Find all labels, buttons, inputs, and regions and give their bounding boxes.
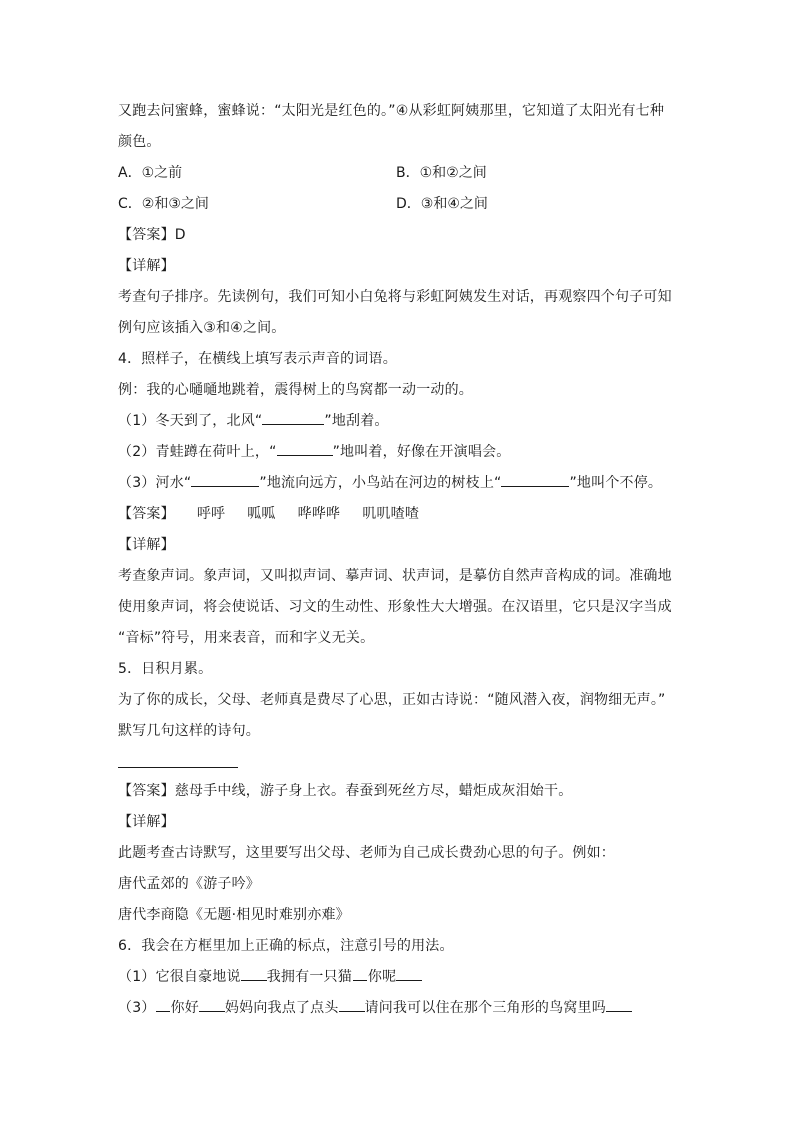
q3-detail-line-1: 考查句子排序。先读例句，我们可知小白兔将与彩虹阿姨发生对话，再观察四个句子可知 bbox=[118, 289, 672, 305]
q3-options-row-2 bbox=[118, 189, 678, 220]
q5-detail-line-2: 唐代孟郊的《游子吟》 bbox=[118, 876, 260, 892]
q4-detail-line-2: 使用象声词，将会使说话、习文的生动性、形象性大大增强。在汉语里，它只是汉字当成 bbox=[118, 599, 672, 615]
q5-detail-label: 【详解】 bbox=[118, 814, 175, 830]
option-b: B．①和②之间 bbox=[396, 165, 487, 181]
q4-detail-label: 【详解】 bbox=[118, 537, 175, 553]
q4-sentence-1 bbox=[118, 406, 678, 437]
q6-s3-part-1: （3） bbox=[118, 1000, 156, 1016]
q4-answer-3: 哗哗哗 bbox=[297, 506, 341, 522]
punctuation-box bbox=[156, 996, 170, 1012]
q6-sentence-1 bbox=[118, 962, 678, 993]
q5-title: 5．日积月累。 bbox=[118, 661, 213, 677]
q3-text-line-1: 又跑去问蜜蜂，蜜蜂说：“太阳光是红色的。”④从彩虹阿姨那里，它知道了太阳光有七种 bbox=[118, 103, 665, 119]
q5-answer: 【答案】慈母手中线，游子身上衣。春蚕到死丝方尽，蜡炬成灰泪始干。 bbox=[118, 783, 573, 799]
punctuation-box bbox=[199, 996, 225, 1012]
q4-s2-prefix: （2）青蛙蹲在荷叶上，“ bbox=[118, 444, 277, 460]
q6-s1-part-1: （1）它很自豪地说 bbox=[118, 969, 241, 985]
q4-s1-suffix: ”地刮着。 bbox=[324, 413, 389, 429]
q4-detail-line-3: “音标”符号，用来表音，而和字义无关。 bbox=[118, 630, 375, 646]
q4-answer-2: 呱呱 bbox=[247, 506, 276, 522]
fill-blank bbox=[262, 409, 324, 425]
q6-s3-part-3: 妈妈向我点了点头 bbox=[224, 1000, 339, 1016]
punctuation-box bbox=[396, 965, 422, 981]
q6-s3-part-2: 你好 bbox=[170, 1000, 199, 1016]
q6-s3-part-4: 请问我可以住在那个三角形的鸟窝里吗 bbox=[364, 1000, 606, 1016]
fill-blank bbox=[191, 471, 259, 487]
punctuation-box bbox=[353, 965, 367, 981]
punctuation-box bbox=[241, 965, 267, 981]
q4-s2-suffix: ”地叫着，好像在开演唱会。 bbox=[332, 444, 511, 460]
q4-s3-suffix: ”地叫个不停。 bbox=[569, 475, 663, 491]
fill-blank bbox=[501, 471, 569, 487]
q3-text-line-2: 颜色。 bbox=[118, 134, 161, 150]
q5-text-line-2: 默写几句这样的诗句。 bbox=[118, 723, 260, 739]
q5-text-line-1: 为了你的成长，父母、老师真是费尽了心思，正如古诗说：“随风潜入夜，润物细无声。” bbox=[118, 692, 666, 708]
q4-example: 例：我的心嗵嗵地跳着，震得树上的鸟窝都一动一动的。 bbox=[118, 382, 473, 398]
q4-s3-prefix: （3）河水“ bbox=[118, 475, 192, 491]
fill-blank bbox=[277, 440, 333, 456]
q4-detail-line-1: 考查象声词。象声词，又叫拟声词、摹声词、状声词，是摹仿自然声音构成的词。准确地 bbox=[118, 568, 672, 584]
q6-s1-part-3: 你呢 bbox=[367, 969, 397, 985]
q3-detail-label: 【详解】 bbox=[118, 258, 175, 274]
q4-title: 4．照样子，在横线上填写表示声音的词语。 bbox=[118, 351, 397, 367]
q3-answer: 【答案】D bbox=[118, 227, 186, 243]
document-page bbox=[118, 96, 678, 1024]
q6-s1-part-2: 我拥有一只猫 bbox=[266, 969, 352, 985]
q3-detail-line-2: 例句应该插入③和④之间。 bbox=[118, 320, 286, 336]
q4-s1-prefix: （1）冬天到了，北风“ bbox=[118, 413, 263, 429]
q4-answer-label: 【答案】 bbox=[118, 506, 175, 522]
q4-answer bbox=[118, 499, 678, 530]
q5-detail-line-3: 唐代李商隐《无题·相见时难别亦难》 bbox=[118, 907, 350, 923]
q4-s3-middle: ”地流向远方，小鸟站在河边的树枝上“ bbox=[259, 475, 502, 491]
q6-sentence-3 bbox=[118, 993, 678, 1024]
q4-answer-4: 叽叽喳喳 bbox=[362, 506, 420, 522]
option-d: D．③和④之间 bbox=[396, 196, 488, 212]
q6-title: 6．我会在方框里加上正确的标点，注意引号的用法。 bbox=[118, 938, 454, 954]
punctuation-box bbox=[606, 996, 632, 1012]
answer-blank-line bbox=[118, 767, 238, 768]
q5-detail-line-1: 此题考查古诗默写，这里要写出父母、老师为自己成长费劲心思的句子。例如： bbox=[118, 845, 615, 861]
q4-answer-1: 呼呼 bbox=[196, 506, 226, 522]
punctuation-box bbox=[339, 996, 365, 1012]
q4-sentence-3 bbox=[118, 468, 678, 499]
option-a: A．①之前 bbox=[118, 165, 183, 181]
q4-sentence-2 bbox=[118, 437, 678, 468]
q3-options-row-1 bbox=[118, 158, 678, 189]
option-c: C．②和③之间 bbox=[118, 196, 209, 212]
